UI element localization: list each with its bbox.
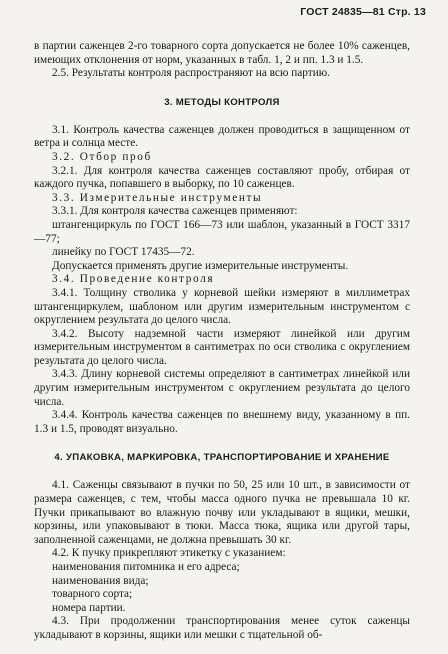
subsection-heading: 3.2. Отбор проб [52, 150, 152, 163]
page-header: ГОСТ 24835—81 Стр. 13 [300, 6, 426, 18]
paragraph: 3.3.1. Для контроля качества саженцев применяют: [52, 205, 298, 218]
paragraph: 4.1. Саженцы связывают в пучки по 50, 25 или 10 шт., в зависимости от размера саженцев, с тем, чтобы масса одного пучка не превышала 10 кг. Пучки прикапывают во влажную почву или укладывают в ящики, мешки, корзины, или упаковывают в тюки. Масса тюка, ящика или другой тары, заполненной саженцами, не должна превышать 30 кг. [34, 479, 410, 546]
paragraph: 4.3. При продолжении транспортирования менее суток саженцы укладывают в корзины, ящики или мешки с тщательной об- [34, 615, 410, 641]
paragraph: 3.4.3. Длину корневой системы определяют в сантиметрах линейкой или другим измерительным инструментом с округлением результата до целого числа. [34, 368, 410, 408]
section-title: 4. УПАКОВКА, МАРКИРОВКА, ТРАНСПОРТИРОВАНИЕ И ХРАНЕНИЕ [54, 452, 390, 464]
list-item: номера партии. [52, 601, 126, 614]
paragraph: 2.5. Результаты контроля распространяют на всю партию. [52, 67, 331, 80]
paragraph: 3.2.1. Для контроля качества саженцев составляют пробу, отбирая от каждого пучка, попавшего в выборку, по 10 саженцев. [34, 164, 410, 191]
paragraph: линейку по ГОСТ 17435—72. [52, 246, 195, 259]
paragraph: штангенциркуль по ГОСТ 166—73 или шаблон, указанный в ГОСТ 3317—77; [34, 218, 410, 245]
page-content [34, 40, 410, 643]
paragraph: 3.4.1. Толщину стволика у корневой шейки измеряют в миллиметрах штангенциркулем, шаблоном или другим измерительным инструментом с округлением результата до целого числа. [34, 286, 410, 327]
paragraph: в партии саженцев 2-го товарного сорта допускается не более 10% саженцев, имеющих отклонения от норм, указанных в табл. 1, 2 и пп. 1.3 и 1.5. [34, 40, 410, 66]
list-item: наименования питомника и его адреса; [52, 561, 240, 573]
subsection-heading: 3.3. Измерительные инструменты [52, 191, 263, 204]
paragraph: 3.1. Контроль качества саженцев должен проводиться в защищенном от ветра и солнца месте. [34, 123, 410, 150]
subsection-heading: 3.4. Проведение контроля [52, 273, 215, 286]
list-item: наименования вида; [52, 574, 149, 587]
list-item: товарного сорта; [52, 588, 133, 601]
paragraph: Допускается применять другие измерительные инструменты. [52, 259, 349, 272]
paragraph: 3.4.4. Контроль качества саженцев по внешнему виду, указанному в пп. 1.3 и 1.5, проводят визуально. [34, 409, 410, 435]
paragraph: 4.2. К пучку прикрепляют этикетку с указанием: [52, 547, 286, 560]
paragraph: 3.4.2. Высоту надземной части измеряют линейкой или другим измерительным инструментом в сантиметрах по оси стволика с округлением результата до целого числа. [34, 327, 410, 367]
section-title: 3. МЕТОДЫ КОНТРОЛЯ [164, 96, 280, 108]
